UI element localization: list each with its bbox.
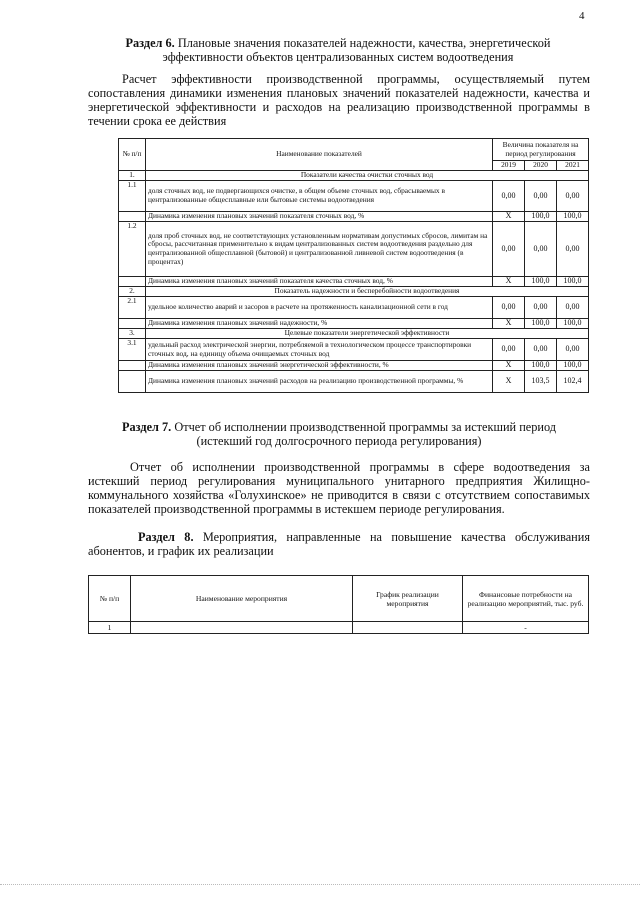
- value-2020: 0,00: [525, 297, 557, 319]
- table-row: [119, 339, 589, 361]
- row-section-title: Показатель надежности и бесперебойности водоотведения: [146, 287, 589, 297]
- row-name: Динамика изменения плановых значений надежности, %: [146, 319, 493, 329]
- section7-title-line1: Отчет об исполнении производственной программы за истекший период: [171, 420, 557, 434]
- value-2019: X: [493, 319, 525, 329]
- table-row: [119, 361, 589, 371]
- table-row: [119, 297, 589, 319]
- section8-label: Раздел 8.: [138, 530, 194, 544]
- row-name: доля сточных вод, не подвергающихся очистке, в общем объеме сточных вод, сбрасываемых в централизованные общесплавные или бытовые системы водоотведения: [146, 181, 493, 212]
- row-finance: -: [463, 622, 589, 634]
- row-name: Динамика изменения плановых значений расходов на реализацию производственной программы, %: [146, 371, 493, 393]
- row-num: 3.: [119, 329, 146, 339]
- section6-label: Раздел 6.: [125, 36, 175, 50]
- value-2020: 0,00: [525, 339, 557, 361]
- header-finance: Финансовые потребности на реализацию мероприятий, тыс. руб.: [463, 576, 589, 622]
- measures-table: [88, 575, 589, 634]
- table-row-section2: [119, 287, 589, 297]
- value-2021: 100,0: [557, 277, 589, 287]
- value-2020: 0,00: [525, 222, 557, 277]
- value-2021: 100,0: [557, 212, 589, 222]
- row-num: 2.1: [119, 297, 146, 319]
- section6-heading: [88, 36, 588, 64]
- value-2021: 102,4: [557, 371, 589, 393]
- row-name: Динамика изменения плановых значений показателя сточных вод, %: [146, 212, 493, 222]
- table-row: [119, 222, 589, 277]
- table-row: [119, 212, 589, 222]
- row-num: 3.1: [119, 339, 146, 361]
- row-num: 2.: [119, 287, 146, 297]
- row-measure-name: [131, 622, 353, 634]
- section7-heading: [88, 420, 590, 448]
- value-2019: X: [493, 361, 525, 371]
- indicators-table: [118, 138, 589, 393]
- row-num: 1.: [119, 171, 146, 181]
- value-2019: X: [493, 277, 525, 287]
- value-2021: 0,00: [557, 222, 589, 277]
- row-name: Динамика изменения плановых значений энергетической эффективности, %: [146, 361, 493, 371]
- row-name: удельный расход электрической энергии, потребляемой в технологическом процессе транспортировки сточных вод, на единицу объема очищаемых сточных вод: [146, 339, 493, 361]
- row-name: удельное количество аварий и засоров в расчете на протяженность канализационной сети в год: [146, 297, 493, 319]
- value-2019: 0,00: [493, 297, 525, 319]
- row-section-title: Показатели качества очистки сточных вод: [146, 171, 589, 181]
- value-2021: 100,0: [557, 319, 589, 329]
- header-num: № п/п: [119, 139, 146, 171]
- value-2019: 0,00: [493, 222, 525, 277]
- header-year-2020: 2020: [525, 161, 557, 171]
- section8-title-line1: Мероприятия, направленные на повышение качества обслуживания: [193, 530, 590, 544]
- value-2020: 100,0: [525, 277, 557, 287]
- table-row: [119, 371, 589, 393]
- section8-title-line2: абонентов, и график их реализации: [88, 544, 274, 558]
- footer-divider: [0, 884, 640, 885]
- table-row-section3: [119, 329, 589, 339]
- header-year-2021: 2021: [557, 161, 589, 171]
- section6-paragraph: Расчет эффективности производственной программы, осуществляемый путем сопоставления динамики изменения плановых значений показателей надежности, качества и энергетической эффективности и расходов на реализацию производственной программы в течении срока ее действия: [88, 72, 590, 128]
- row-num: 1.2: [119, 222, 146, 277]
- value-2019: 0,00: [493, 339, 525, 361]
- value-2019: X: [493, 371, 525, 393]
- row-name: доля проб сточных вод, не соответствующих установленным нормативам допустимых сбросов, лимитам на сбросы, рассчитанная применительно к видам централизованных систем водоотведения раздельно для централизованной общесплавной (бытовой) и централизованной ливневой систем водоотведения (в процентах): [146, 222, 493, 277]
- header-value: Величина показателя на период регулирования: [493, 139, 589, 161]
- section6-title-line2: эффективности объектов централизованных систем водоотведения: [162, 50, 514, 64]
- header-name: Наименование показателей: [146, 139, 493, 171]
- header-year-2019: 2019: [493, 161, 525, 171]
- value-2019: 0,00: [493, 181, 525, 212]
- section8-heading: [88, 530, 590, 558]
- value-2019: X: [493, 212, 525, 222]
- table-row: [119, 181, 589, 212]
- table-row-section1: [119, 171, 589, 181]
- section6-title-line1: Плановые значения показателей надежности, качества, энергетической: [174, 36, 551, 50]
- header-measure-name: Наименование мероприятия: [131, 576, 353, 622]
- row-num: 1.1: [119, 181, 146, 212]
- table-row: [119, 319, 589, 329]
- value-2020: 100,0: [525, 319, 557, 329]
- section7-label: Раздел 7.: [121, 420, 172, 434]
- row-section-title: Целевые показатели энергетической эффективности: [146, 329, 589, 339]
- value-2020: 100,0: [525, 212, 557, 222]
- value-2021: 0,00: [557, 297, 589, 319]
- value-2021: 100,0: [557, 361, 589, 371]
- table-row: [89, 622, 589, 634]
- header-schedule: График реализации мероприятия: [353, 576, 463, 622]
- value-2020: 100,0: [525, 361, 557, 371]
- row-name: Динамика изменения плановых значений показателя качества сточных вод, %: [146, 277, 493, 287]
- table-row: [119, 277, 589, 287]
- value-2020: 0,00: [525, 181, 557, 212]
- row-num: 1: [89, 622, 131, 634]
- section7-title-line2: (истекший год долгосрочного периода регулирования): [196, 434, 482, 448]
- value-2021: 0,00: [557, 339, 589, 361]
- value-2021: 0,00: [557, 181, 589, 212]
- header-num: № п/п: [89, 576, 131, 622]
- section7-paragraph: Отчет об исполнении производственной программы в сфере водоотведения за истекший период регулирования муниципального унитарного предприятия Жилищно-коммунального хозяйства «Голухинское» не приводится в связи с отсутствием сопоставимых показателей производственной программы в истекшем периоде регулирования.: [88, 460, 590, 516]
- page-number: 4: [579, 10, 585, 22]
- value-2020: 103,5: [525, 371, 557, 393]
- row-schedule: [353, 622, 463, 634]
